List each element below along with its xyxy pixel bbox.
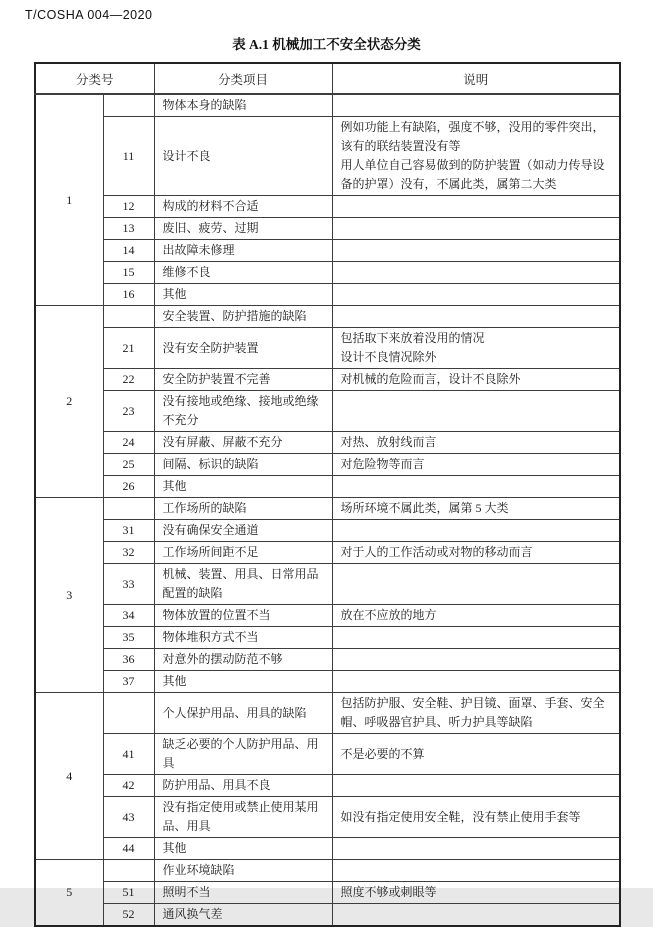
item-name-cell: 设计不良 <box>154 117 332 196</box>
description-line: 不是必要的不算 <box>340 746 425 761</box>
item-name-cell: 机械、装置、用具、日常用品配置的缺陷 <box>154 564 332 605</box>
sub-number-cell: 14 <box>103 240 154 262</box>
item-name-cell: 其他 <box>154 838 332 860</box>
sub-number-cell: 34 <box>103 605 154 627</box>
table-row <box>35 542 620 564</box>
category-number-cell: 3 <box>35 498 103 693</box>
description-cell <box>332 734 620 775</box>
item-name-cell: 其他 <box>154 671 332 693</box>
sub-number-cell: 11 <box>103 117 154 196</box>
item-name-cell: 照明不当 <box>154 882 332 904</box>
description-cell <box>332 240 620 262</box>
header-row <box>35 63 620 94</box>
sub-number-cell: 51 <box>103 882 154 904</box>
item-name-cell: 作业环境缺陷 <box>154 860 332 882</box>
sub-number-cell: 35 <box>103 627 154 649</box>
table-body <box>35 94 620 926</box>
item-name-cell: 工作场所的缺陷 <box>154 498 332 520</box>
item-name-cell: 防护用品、用具不良 <box>154 775 332 797</box>
sub-number-cell <box>103 860 154 882</box>
description-cell <box>332 284 620 306</box>
sub-number-cell: 26 <box>103 476 154 498</box>
sub-number-cell: 32 <box>103 542 154 564</box>
table-row <box>35 520 620 542</box>
table-row <box>35 391 620 432</box>
item-name-cell: 缺乏必要的个人防护用品、用具 <box>154 734 332 775</box>
sub-number-cell <box>103 94 154 117</box>
sub-number-cell: 21 <box>103 328 154 369</box>
item-name-cell: 安全装置、防护措施的缺陷 <box>154 306 332 328</box>
sub-number-cell: 41 <box>103 734 154 775</box>
table-row <box>35 240 620 262</box>
category-number-cell: 1 <box>35 94 103 306</box>
description-cell <box>332 94 620 117</box>
table-row <box>35 328 620 369</box>
item-name-cell: 物体堆积方式不当 <box>154 627 332 649</box>
sub-number-cell: 42 <box>103 775 154 797</box>
item-name-cell: 废旧、疲劳、过期 <box>154 218 332 240</box>
description-cell <box>332 391 620 432</box>
description-cell <box>332 520 620 542</box>
table-row <box>35 797 620 838</box>
description-line: 对于人的工作活动或对物的移动而言 <box>340 545 533 559</box>
sub-number-cell: 24 <box>103 432 154 454</box>
description-cell <box>332 564 620 605</box>
table-row <box>35 454 620 476</box>
sub-number-cell: 15 <box>103 262 154 284</box>
description-cell <box>332 605 620 627</box>
item-name-cell: 物体本身的缺陷 <box>154 94 332 117</box>
header-description: 说明 <box>332 63 620 94</box>
sub-number-cell: 31 <box>103 520 154 542</box>
table-title: 表 A.1 机械加工不安全状态分类 <box>232 37 421 52</box>
sub-number-cell: 16 <box>103 284 154 306</box>
table-row <box>35 432 620 454</box>
item-name-cell: 没有屏蔽、屏蔽不充分 <box>154 432 332 454</box>
sub-number-cell: 43 <box>103 797 154 838</box>
table-row <box>35 284 620 306</box>
description-line: 场所环境不属此类，属第 5 大类 <box>340 501 509 515</box>
table-row <box>35 218 620 240</box>
description-cell <box>332 693 620 734</box>
sub-number-cell: 12 <box>103 196 154 218</box>
sub-number-cell <box>103 306 154 328</box>
item-name-cell: 对意外的摆动防范不够 <box>154 649 332 671</box>
table-row <box>35 775 620 797</box>
description-cell <box>332 262 620 284</box>
description-line: 对机械的危险而言，设计不良除外 <box>340 372 521 386</box>
description-cell <box>332 649 620 671</box>
table-row <box>35 605 620 627</box>
sub-number-cell: 44 <box>103 838 154 860</box>
table-row <box>35 196 620 218</box>
table-row <box>35 117 620 196</box>
item-name-cell: 个人保护用品、用具的缺陷 <box>154 693 332 734</box>
description-line: 例如功能上有缺陷，强度不够，没用的零件突出，该有的联结装置没有等 <box>340 120 605 153</box>
doc-number: T/COSHA 004—2020 <box>25 8 153 22</box>
description-cell <box>332 671 620 693</box>
item-name-cell: 安全防护装置不完善 <box>154 369 332 391</box>
description-cell <box>332 306 620 328</box>
description-cell <box>332 542 620 564</box>
description-cell <box>332 838 620 860</box>
sub-number-cell: 37 <box>103 671 154 693</box>
classification-table <box>34 62 621 927</box>
table-row <box>35 306 620 328</box>
table-row <box>35 476 620 498</box>
header-item: 分类项目 <box>154 63 332 94</box>
category-number-cell: 2 <box>35 306 103 498</box>
table-row <box>35 860 620 882</box>
item-name-cell: 工作场所间距不足 <box>154 542 332 564</box>
item-name-cell: 没有确保安全通道 <box>154 520 332 542</box>
sub-number-cell: 25 <box>103 454 154 476</box>
description-cell <box>332 476 620 498</box>
description-cell <box>332 627 620 649</box>
table-row <box>35 838 620 860</box>
description-line: 包括防护服、安全鞋、护目镜、面罩、手套、安全帽、呼吸器官护具、听力护具等缺陷 <box>340 696 605 729</box>
description-cell <box>332 882 620 904</box>
description-cell <box>332 328 620 369</box>
sub-number-cell: 13 <box>103 218 154 240</box>
table-row <box>35 262 620 284</box>
sub-number-cell: 33 <box>103 564 154 605</box>
description-cell <box>332 196 620 218</box>
table-row <box>35 627 620 649</box>
header-category-number: 分类号 <box>35 63 154 94</box>
description-line: 用人单位自己容易做到的防护装置（如动力传导设备的护罩）没有，不属此类，属第二大类 <box>340 158 605 191</box>
item-name-cell: 没有安全防护装置 <box>154 328 332 369</box>
table-header <box>35 63 620 94</box>
sub-number-cell <box>103 693 154 734</box>
description-line: 设计不良情况除外 <box>340 350 437 364</box>
description-line: 放在不应放的地方 <box>340 608 437 622</box>
item-name-cell: 通风换气差 <box>154 904 332 927</box>
description-cell <box>332 498 620 520</box>
table-row <box>35 94 620 117</box>
sub-number-cell: 52 <box>103 904 154 927</box>
table-row <box>35 498 620 520</box>
item-name-cell: 没有接地或绝缘、接地或绝缘不充分 <box>154 391 332 432</box>
category-number-cell: 5 <box>35 860 103 927</box>
table-row <box>35 734 620 775</box>
description-cell <box>332 904 620 927</box>
description-cell <box>332 117 620 196</box>
description-cell <box>332 218 620 240</box>
item-name-cell: 其他 <box>154 284 332 306</box>
item-name-cell: 没有指定使用或禁止使用某用品、用具 <box>154 797 332 838</box>
description-cell <box>332 860 620 882</box>
sub-number-cell <box>103 498 154 520</box>
item-name-cell: 构成的材料不合适 <box>154 196 332 218</box>
item-name-cell: 物体放置的位置不当 <box>154 605 332 627</box>
sub-number-cell: 36 <box>103 649 154 671</box>
description-line: 照度不够或刺眼等 <box>340 885 437 899</box>
table-row <box>35 649 620 671</box>
table-row <box>35 693 620 734</box>
description-line: 对热、放射线而言 <box>340 435 437 449</box>
item-name-cell: 出故障未修理 <box>154 240 332 262</box>
description-cell <box>332 432 620 454</box>
description-line: 包括取下来放着没用的情况 <box>340 331 485 345</box>
table-row <box>35 369 620 391</box>
table-row <box>35 564 620 605</box>
description-cell <box>332 454 620 476</box>
description-cell <box>332 369 620 391</box>
sub-number-cell: 22 <box>103 369 154 391</box>
description-cell <box>332 797 620 838</box>
sub-number-cell: 23 <box>103 391 154 432</box>
item-name-cell: 间隔、标识的缺陷 <box>154 454 332 476</box>
table-row <box>35 904 620 927</box>
item-name-cell: 其他 <box>154 476 332 498</box>
table-row <box>35 882 620 904</box>
description-cell <box>332 775 620 797</box>
description-line: 对危险物等而言 <box>340 457 425 471</box>
description-line: 如没有指定使用安全鞋，没有禁止使用手套等 <box>340 809 581 824</box>
item-name-cell: 维修不良 <box>154 262 332 284</box>
table-row <box>35 671 620 693</box>
category-number-cell: 4 <box>35 693 103 860</box>
